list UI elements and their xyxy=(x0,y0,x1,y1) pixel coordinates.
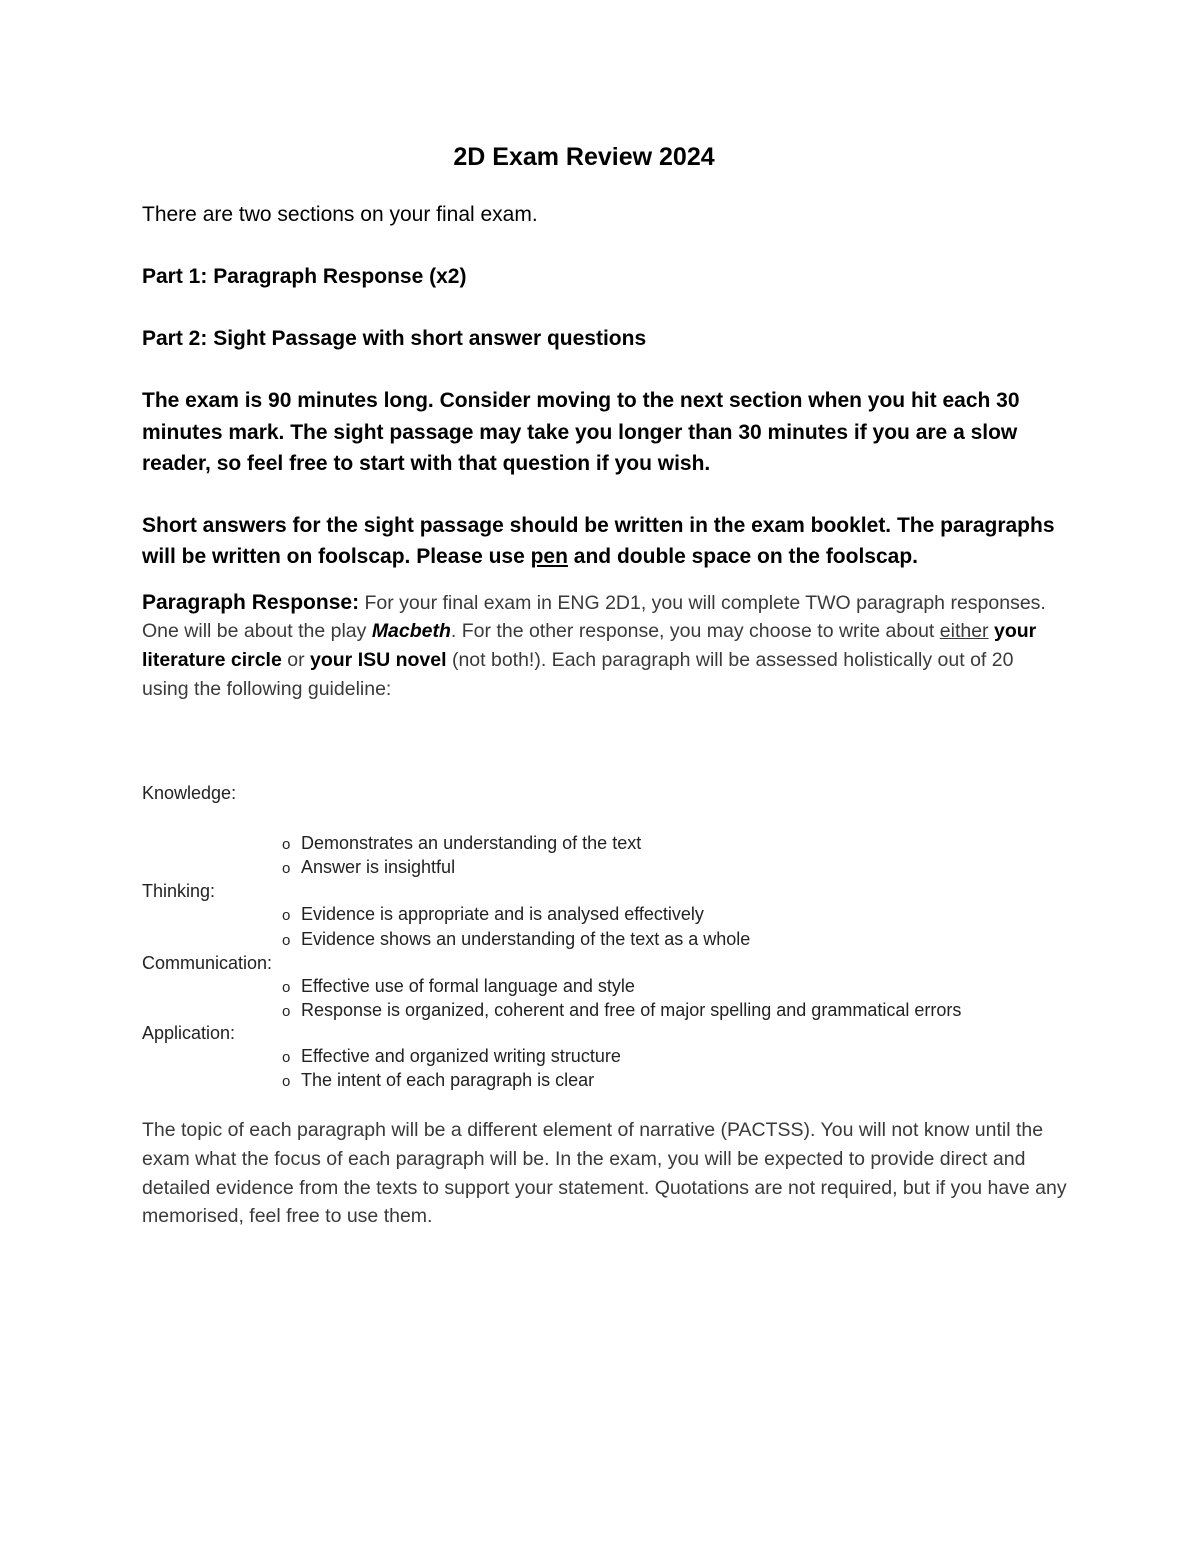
pr-text-1: For your final exam in ENG 2D1, you will complete TWO paragraph responses. One will be about the play xyxy=(142,591,1046,643)
macbeth-title: Macbeth xyxy=(371,620,451,643)
pen-emphasis: pen xyxy=(530,545,568,568)
paragraph-response-description xyxy=(142,589,1062,704)
rubric-item-text: Evidence is appropriate and is analysed effectively xyxy=(301,904,704,924)
literature-circle-option: your literature circle xyxy=(142,620,1037,671)
rubric-item xyxy=(282,1069,594,1093)
rubric-item-text: The intent of each paragraph is clear xyxy=(301,1070,595,1090)
bullet-icon: o xyxy=(282,979,291,996)
page-title: 2D Exam Review 2024 xyxy=(453,143,715,171)
answers-instructions-paragraph xyxy=(142,510,1062,573)
rubric-item xyxy=(282,999,961,1023)
rubric-item-text: Demonstrates an understanding of the text xyxy=(301,833,642,853)
answers-text-end: and double space on the foolscap. xyxy=(567,545,919,568)
exam-length-paragraph: The exam is 90 minutes long. Consider moving to the next section when you hit each 30 minutes mark. The sight passage may take you longer than 30 minutes if you are a slow reader, so feel free to start with that question if you wish. xyxy=(142,389,1020,475)
bullet-icon: o xyxy=(282,836,291,853)
isu-novel-option: your ISU novel xyxy=(310,648,447,671)
rubric-item-text: Evidence shows an understanding of the text as a whole xyxy=(301,929,751,949)
answers-text-start: Short answers for the sight passage should be written in the exam booklet. The paragraphs will be written on foolscap. Please use xyxy=(142,513,1055,568)
pr-text-4: or xyxy=(281,648,311,671)
rubric-item xyxy=(282,832,641,856)
paragraph-response-label: Paragraph Response: xyxy=(142,590,360,614)
rubric-item-text: Answer is insightful xyxy=(301,857,456,877)
part-1-heading: Part 1: Paragraph Response (x2) xyxy=(142,265,467,288)
rubric-item-text: Effective use of formal language and style xyxy=(301,976,635,996)
rubric-item xyxy=(282,928,750,952)
part-2-heading: Part 2: Sight Passage with short answer questions xyxy=(142,327,647,350)
rubric-item xyxy=(282,1045,621,1069)
rubric-item-text: Response is organized, coherent and free of major spelling and grammatical errors xyxy=(301,1000,962,1020)
closing-paragraph: The topic of each paragraph will be a different element of narrative (PACTSS). You will not know until the exam what the focus of each paragraph will be. In the exam, you will be expected to provide direct and detailed evidence from the texts to support your statement. Quotations are not required, but if you have any memorised, feel free to use them. xyxy=(142,1119,1067,1228)
rubric-category-application: Application: xyxy=(142,1023,236,1043)
pr-text-5: (not both!). Each paragraph will be assessed holistically out of 20 using the following guideline: xyxy=(142,648,1014,700)
rubric-category-communication: Communication: xyxy=(142,953,273,973)
pr-text-2: . For the other response, you may choose to write about xyxy=(450,620,940,643)
rubric-item xyxy=(282,975,635,999)
bullet-icon: o xyxy=(282,1073,291,1090)
either-emphasis: either xyxy=(939,620,989,643)
bullet-icon: o xyxy=(282,907,291,924)
intro-text: There are two sections on your final exam. xyxy=(142,203,538,226)
rubric-item xyxy=(282,903,704,927)
rubric-item-text: Effective and organized writing structure xyxy=(301,1046,621,1066)
bullet-icon: o xyxy=(282,1049,291,1066)
document-page xyxy=(142,140,1062,703)
rubric-item xyxy=(282,856,455,880)
rubric-category-knowledge: Knowledge: xyxy=(142,783,237,803)
bullet-icon: o xyxy=(282,1003,291,1020)
bullet-icon: o xyxy=(282,860,291,877)
rubric-category-thinking: Thinking: xyxy=(142,881,216,901)
bullet-icon: o xyxy=(282,932,291,949)
